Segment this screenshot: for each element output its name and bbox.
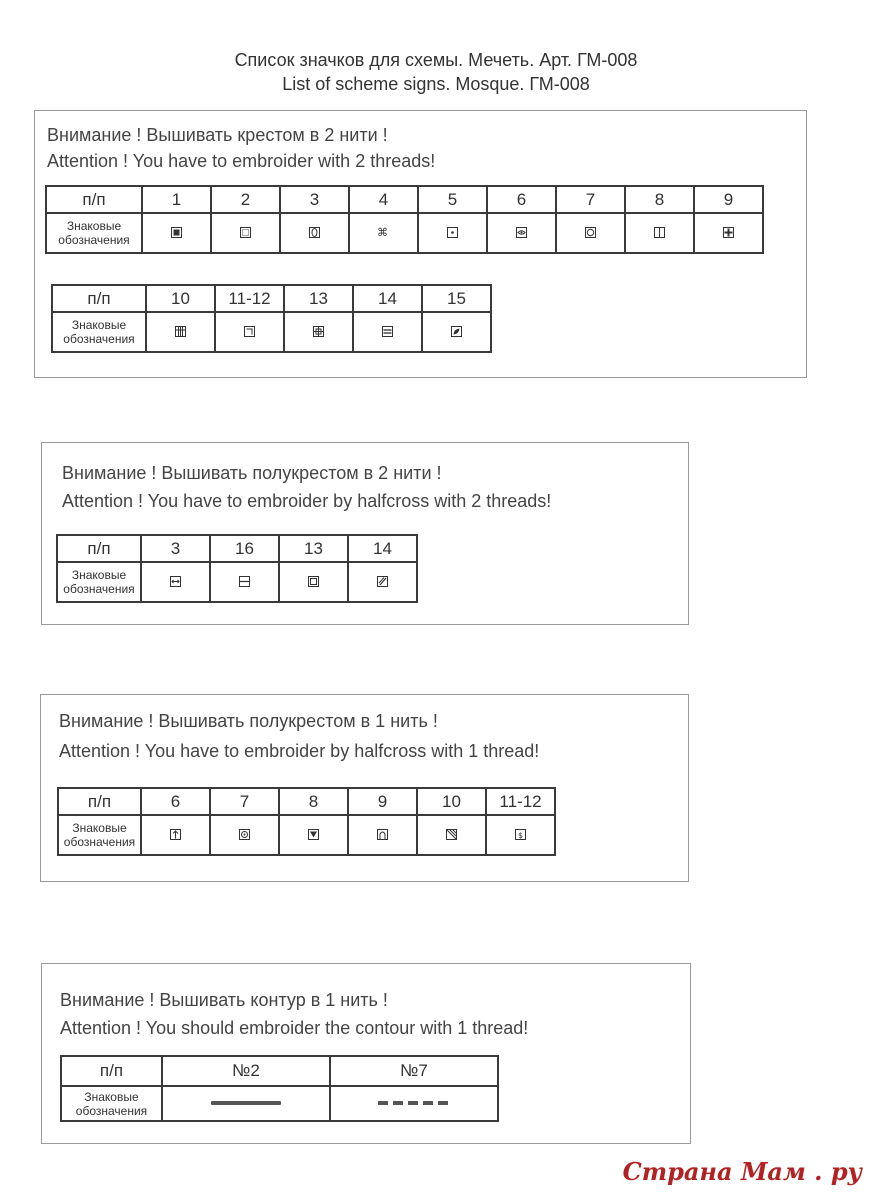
number-cell: 15 xyxy=(422,285,491,312)
symbols-table-1 xyxy=(45,185,764,254)
number-cell: 4 xyxy=(349,186,418,213)
section-halfcross-1-thread xyxy=(40,694,689,882)
number-cell: 1 xyxy=(142,186,211,213)
slash-icon xyxy=(377,576,388,587)
row-label: Знаковые обозначения xyxy=(58,815,141,855)
note-ru: Внимание ! Вышивать контур в 1 нить ! xyxy=(60,990,388,1010)
symbol-cell xyxy=(349,213,418,253)
symbol-cell xyxy=(210,815,279,855)
number-cell: 3 xyxy=(280,186,349,213)
number-cell: 3 xyxy=(141,535,210,562)
arrows-icon xyxy=(170,576,181,587)
number-cell: 10 xyxy=(146,285,215,312)
symbol-cell xyxy=(141,562,210,602)
row-label: Знаковые обозначения xyxy=(52,312,146,352)
eye-icon xyxy=(516,227,527,238)
row-label: Знаковые обозначения xyxy=(46,213,142,253)
split-icon xyxy=(654,227,665,238)
dot-icon xyxy=(447,227,458,238)
number-cell: 6 xyxy=(141,788,210,815)
number-cell: №7 xyxy=(330,1056,498,1086)
symbol-cell xyxy=(279,815,348,855)
symbol-cell xyxy=(417,815,486,855)
symbol-cell xyxy=(353,312,422,352)
symbol-cell xyxy=(418,213,487,253)
number-cell: 10 xyxy=(417,788,486,815)
number-cell: 13 xyxy=(284,285,353,312)
site-watermark: Страна Мам . ру xyxy=(622,1157,862,1186)
inner-square-icon xyxy=(308,576,319,587)
section-halfcross-2-threads xyxy=(41,442,689,625)
hline-icon xyxy=(239,576,250,587)
number-cell: 8 xyxy=(625,186,694,213)
note-ru: Внимание ! Вышивать полукрестом в 2 нити ! xyxy=(62,463,442,483)
note-en: Attention ! You have to embroider by halfcross with 1 thread! xyxy=(59,741,540,761)
corner-icon xyxy=(244,326,255,337)
symbol-cell xyxy=(210,562,279,602)
note-ru: Внимание ! Вышивать крестом в 2 нити ! xyxy=(47,125,388,145)
symbol-cell xyxy=(280,213,349,253)
up-arrow-icon xyxy=(170,829,181,840)
symbol-cell xyxy=(279,562,348,602)
number-cell: №2 xyxy=(162,1056,330,1086)
page-title-en: List of scheme signs. Mosque. ГМ-008 xyxy=(282,74,590,94)
row-label: Знаковые обозначения xyxy=(57,562,141,602)
symbol-cell xyxy=(284,312,353,352)
symbol-cell xyxy=(348,562,417,602)
row-header: п/п xyxy=(57,535,141,562)
leaf-icon xyxy=(451,326,462,337)
symbol-cell xyxy=(330,1086,498,1121)
dashed-line-icon xyxy=(378,1101,450,1105)
section-cross-2-threads xyxy=(34,110,807,378)
symbol-cell xyxy=(162,1086,330,1121)
plus-square-icon xyxy=(313,326,324,337)
number-cell: 16 xyxy=(210,535,279,562)
arch-icon xyxy=(377,829,388,840)
section-contour-1-thread xyxy=(41,963,691,1144)
symbol-cell xyxy=(487,213,556,253)
number-cell: 11-12 xyxy=(486,788,555,815)
symbols-table-5 xyxy=(60,1055,499,1122)
grid-icon xyxy=(175,326,186,337)
filled-square-icon xyxy=(171,227,182,238)
symbol-cell xyxy=(625,213,694,253)
down-triangle-icon xyxy=(308,829,319,840)
row-header: п/п xyxy=(52,285,146,312)
note-en: Attention ! You have to embroider by halfcross with 2 threads! xyxy=(62,491,552,511)
svg-text:$: $ xyxy=(517,831,524,841)
number-cell: 14 xyxy=(348,535,417,562)
dotted-square-icon xyxy=(240,227,251,238)
number-cell: 9 xyxy=(348,788,417,815)
number-cell: 9 xyxy=(694,186,763,213)
symbol-cell xyxy=(141,815,210,855)
number-cell: 7 xyxy=(556,186,625,213)
circle-icon xyxy=(585,227,596,238)
symbol-cell xyxy=(556,213,625,253)
symbol-cell xyxy=(694,213,763,253)
cross-dots-icon xyxy=(723,227,734,238)
number-cell: 6 xyxy=(487,186,556,213)
svg-text:⌘: ⌘ xyxy=(377,226,388,238)
double-bar-icon xyxy=(382,326,393,337)
target-icon xyxy=(239,829,250,840)
diagonal-hatch-icon xyxy=(446,829,457,840)
number-cell: 2 xyxy=(211,186,280,213)
symbols-table-2 xyxy=(51,284,492,353)
oval-icon xyxy=(309,227,320,238)
number-cell: 11-12 xyxy=(215,285,284,312)
row-header: п/п xyxy=(58,788,141,815)
number-cell: 5 xyxy=(418,186,487,213)
symbols-table-3 xyxy=(56,534,418,603)
row-label: Знаковые обозначения xyxy=(61,1086,162,1121)
symbol-cell xyxy=(146,312,215,352)
page-title-ru: Список значков для схемы. Мечеть. Арт. ГМ-008 xyxy=(234,50,638,70)
symbols-table-4 xyxy=(57,787,556,856)
number-cell: 14 xyxy=(353,285,422,312)
cmd-icon xyxy=(378,227,389,238)
number-cell: 7 xyxy=(210,788,279,815)
note-ru: Внимание ! Вышивать полукрестом в 1 нить ! xyxy=(59,711,438,731)
symbol-cell xyxy=(486,815,555,855)
dollar-icon xyxy=(515,829,526,840)
solid-line-icon xyxy=(211,1101,281,1105)
row-header: п/п xyxy=(61,1056,162,1086)
symbol-cell xyxy=(348,815,417,855)
symbol-cell xyxy=(142,213,211,253)
number-cell: 13 xyxy=(279,535,348,562)
symbol-cell xyxy=(211,213,280,253)
symbol-cell xyxy=(422,312,491,352)
symbol-cell xyxy=(215,312,284,352)
note-en: Attention ! You have to embroider with 2 threads! xyxy=(47,151,436,171)
row-header: п/п xyxy=(46,186,142,213)
note-en: Attention ! You should embroider the contour with 1 thread! xyxy=(60,1018,529,1038)
number-cell: 8 xyxy=(279,788,348,815)
